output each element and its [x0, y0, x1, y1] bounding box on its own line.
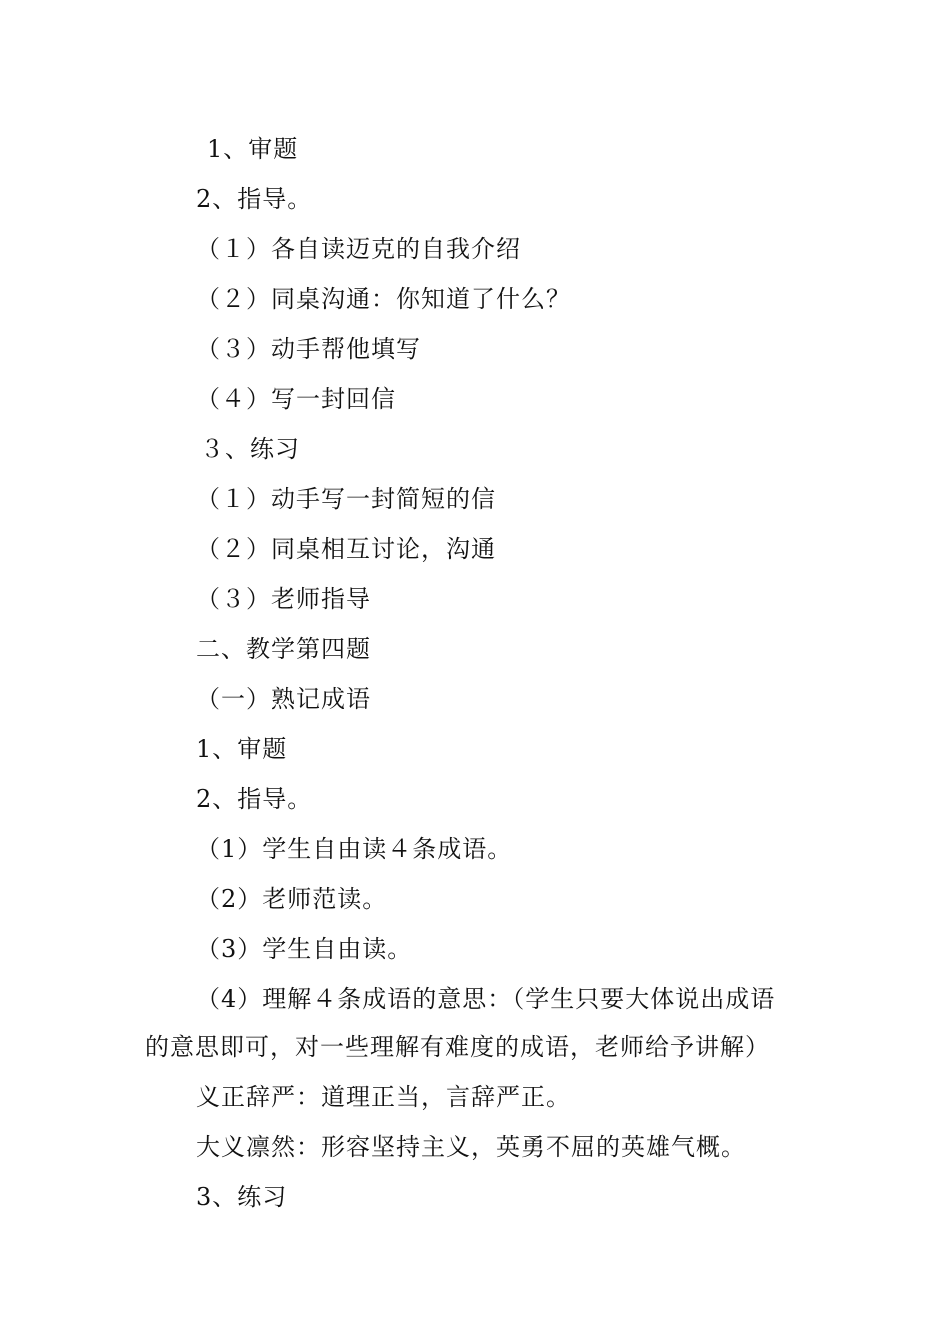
text-line: （4）理解４条成语的意思：（学生只要大体说出成语 — [196, 985, 776, 1013]
text-line: （２）同桌沟通：你知道了什么？ — [196, 285, 571, 313]
text-line: （３）老师指导 — [196, 585, 371, 613]
text-line: （３）动手帮他填写 — [196, 335, 421, 363]
text-line: 2、指导。 — [196, 785, 313, 813]
text-line: 大义凛然：形容坚持主义，英勇不屈的英雄气概。 — [196, 1133, 746, 1161]
text-line: 1、审题 — [196, 735, 288, 763]
section-heading: 二、教学第四题 — [196, 635, 371, 663]
text-line: （１）各自读迈克的自我介绍 — [196, 235, 521, 263]
subsection-heading: （一）熟记成语 — [196, 685, 371, 713]
text-line: （１）动手写一封简短的信 — [196, 485, 496, 513]
text-line: （２）同桌相互讨论，沟通 — [196, 535, 496, 563]
text-line: （４）写一封回信 — [196, 385, 396, 413]
text-line: 2、指导。 — [196, 185, 313, 213]
text-line: 的意思即可，对一些理解有难度的成语，老师给予讲解） — [145, 1033, 770, 1061]
text-line: 1、审题 — [207, 135, 299, 163]
text-line: （1）学生自由读４条成语。 — [196, 835, 513, 863]
text-line: ３、练习 — [200, 435, 300, 463]
text-line: （2）老师范读。 — [196, 885, 388, 913]
text-line: 3、练习 — [196, 1183, 288, 1211]
text-line: （3）学生自由读。 — [196, 935, 413, 963]
text-line: 义正辞严：道理正当，言辞严正。 — [196, 1083, 571, 1111]
